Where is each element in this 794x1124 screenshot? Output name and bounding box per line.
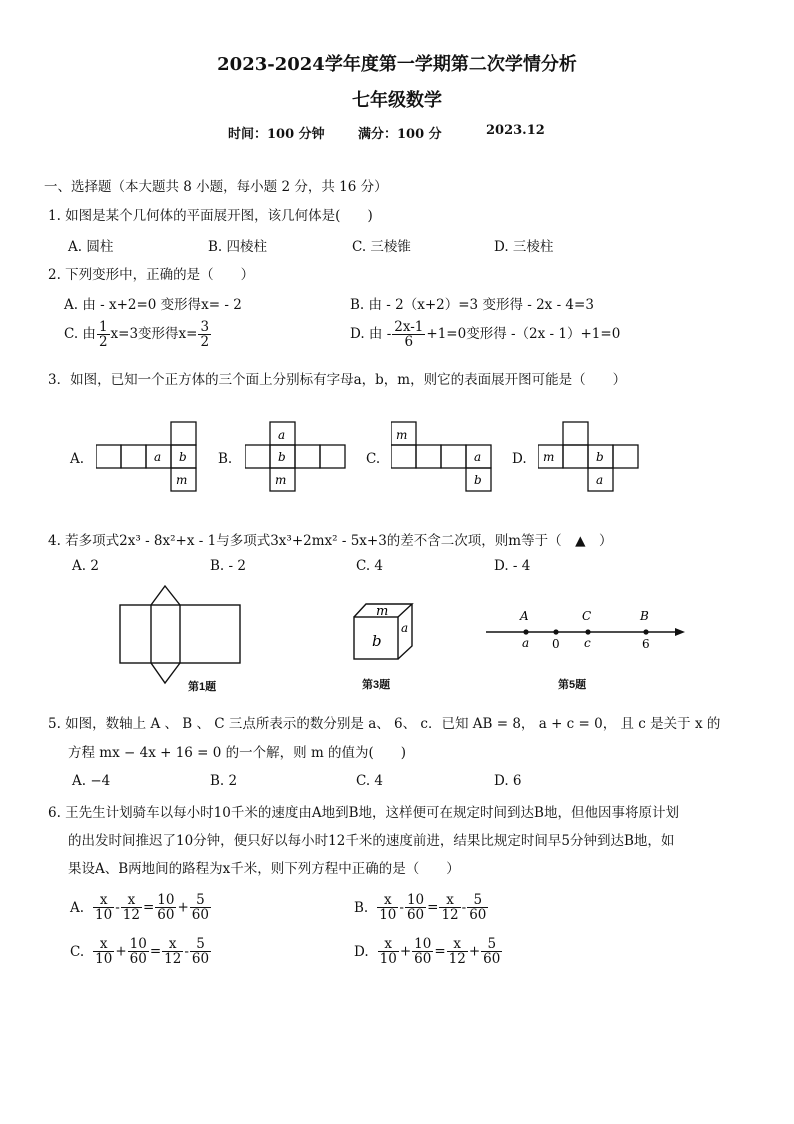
exam-date: 2023.12 [486,123,545,138]
figure-5-caption: 第5题 [558,679,587,691]
q4-stem: 4. 若多项式2x³ - 8x²+x - 1与多项式3x³+2mx² - 5x+3的差不含二次项，则m等于（ ▲ ） [48,533,613,549]
denominator: 10 [95,951,113,968]
q4-option-d: D. - 4 [494,558,531,574]
fraction [405,893,426,922]
operator: = [149,943,162,960]
net-letter: m [176,473,188,487]
q4-option-a: A. 2 [72,558,99,574]
net-letter: b [474,473,482,487]
operator: + [468,943,481,960]
operator: - [399,899,404,916]
numerator: x [162,937,183,952]
q1-option-a: A. 圆柱 [68,239,114,255]
numerator: 5 [467,893,488,908]
nl-top-label: A [520,609,529,623]
numerator: 10 [406,892,425,908]
numerator: 5 [190,893,211,908]
numerator: x [447,937,468,952]
fraction [93,893,114,922]
q3-option-d-label: D. [512,451,527,467]
operator: - [115,899,120,916]
point-zero [553,629,558,634]
denominator: 10 [95,907,113,924]
q2-d-suffix: +1=0变形得 -（2x - 1）+1=0 [426,326,621,343]
fraction [190,893,211,922]
net-letter: m [543,450,555,464]
q6-option-label: C. [70,943,85,960]
q6-option-b [354,893,489,922]
denominator: 10 [379,951,397,968]
nl-bottom-label: 6 [642,637,650,651]
cube-label-front: b [372,632,382,650]
fraction [377,893,398,922]
point-c [585,629,590,634]
figure-3-cube [350,600,420,662]
figure-3-caption: 第3题 [362,679,391,691]
exam-score: 满分：100 分 [358,127,442,142]
fraction [128,937,149,966]
nl-bottom-label: a [522,636,530,650]
q6-option-label: D. [354,943,369,960]
fraction [162,937,183,966]
q2-option-d [350,320,620,349]
q4-option-c: C. 4 [356,558,384,574]
q6-line-3: 果设A、B两地间的路程为x千米，则下列方程中正确的是（ ） [68,861,460,877]
q3-option-a-label: A. [70,451,85,467]
denominator: 60 [483,951,501,968]
q3-stem: 3．如图，已知一个正方体的三个面上分别标有字母a，b，m，则它的表面展开图可能是（ ） [48,372,627,388]
q1-option-c: C. 三棱锥 [352,239,411,255]
numerator: 10 [157,892,175,908]
net-letter: b [179,450,187,464]
net-letter: a [154,450,162,464]
q6-option-c [70,937,212,966]
denominator: 12 [164,951,182,968]
q6-line-1: 6. 王先生计划骑车以每小时10千米的速度由A地到B地，这样便可在规定时间到达B地，但他因事将原计划 [48,805,679,821]
point-a [523,629,528,634]
denominator: 60 [469,907,487,924]
q2-option-c [64,320,212,349]
net-letter: m [396,428,408,442]
operator: - [461,899,467,916]
cube-label-side: a [401,621,409,635]
nl-bottom-label: c [584,636,591,650]
q2-c-prefix: C. 由 [64,326,96,343]
net-letter: a [596,473,604,487]
numerator: x [121,893,142,908]
operator: + [399,943,412,960]
numerator: 5 [190,937,211,952]
q6-option-label: B. [354,899,369,916]
fraction [155,893,176,922]
figure-1-caption: 第1题 [188,681,217,693]
q6-option-a [70,893,212,922]
fraction [378,937,399,966]
net-letter: b [596,450,604,464]
numerator: 5 [481,937,502,952]
figure-5-number-line [480,600,690,662]
exam-subtitle: 七年级数学 [352,90,442,111]
q1-stem: 1. 如图是某个几何体的平面展开图，该几何体是( ) [48,208,373,224]
q2-stem: 2. 下列变形中，正确的是（ ） [48,267,255,283]
q2-option-b: B. 由 - 2（x+2）=3 变形得 - 2x - 4=3 [350,297,594,313]
q6-option-d [354,937,503,966]
numerator: x [378,937,399,952]
net-letter: b [278,450,286,464]
q3-net-b [245,420,349,494]
q4-option-b: B. - 2 [210,558,246,574]
denominator: 60 [414,951,432,968]
operator: = [434,943,446,960]
nl-top-label: B [640,609,649,623]
exam-time: 时间：100 分钟 [228,127,325,142]
fraction [93,937,114,966]
q1-option-b: B. 四棱柱 [208,239,268,255]
fraction [481,937,502,966]
denominator: 12 [441,907,459,924]
operator: + [177,899,189,916]
q2-c-middle: x=3变形得x= [110,326,198,343]
numerator: 10 [414,936,432,952]
figure-1-prism-net [118,584,244,686]
operator: = [142,899,155,916]
fraction: $\frac{1}{2}$ [98,319,108,351]
net-letter: m [275,473,287,487]
q3-option-c-label: C. [366,451,381,467]
exam-title: 2023-2024学年度第一学期第二次学情分析 [217,54,577,75]
net-letter: a [278,428,286,442]
fraction [439,893,460,922]
q3-net-d [538,420,642,494]
net-letter: a [474,450,482,464]
q3-option-b-label: B. [218,451,233,467]
q5-option-c: C. 4 [356,773,384,789]
cube-label-top: m [376,604,389,619]
operator: = [427,899,439,916]
q1-option-d: D. 三棱柱 [494,239,554,255]
fraction [467,893,488,922]
operator: + [115,943,127,960]
numerator: x [93,937,114,952]
q6-line-2: 的出发时间推迟了10分钟，便只好以每小时12千米的速度前进，结果比规定时间早5分钟到达B地，如 [68,833,675,849]
denominator: 60 [191,951,210,968]
q6-option-label: A. [70,899,85,916]
denominator: 60 [406,907,425,924]
q2-option-a: A. 由 - x+2=0 变形得x= - 2 [64,297,242,313]
denominator: 10 [379,907,397,924]
q5-line-2: 方程 mx − 4x + 16 = 0 的一个解，则 m 的值为( ) [68,745,407,761]
section-heading: 一、选择题（本大题共 8 小题，每小题 2 分，共 16 分） [44,179,388,195]
nl-top-label: C [582,609,592,623]
denominator: 12 [122,907,140,924]
nl-bottom-label: 0 [552,637,560,651]
fraction: $\frac{3}{2}$ [200,319,210,351]
denominator: 12 [448,951,466,968]
fraction [190,937,211,966]
fraction: $\frac{2x-1}{6}$ [394,319,424,351]
numerator: x [93,893,114,908]
fraction [412,937,433,966]
point-b [643,629,648,634]
denominator: 60 [157,907,175,924]
numerator: x [377,893,398,908]
denominator: 60 [129,951,147,968]
q5-option-a: A. −4 [72,773,111,789]
q2-d-prefix: D. 由 - [350,326,392,343]
fraction [121,893,142,922]
fraction [447,937,468,966]
numerator: x [439,893,460,908]
q3-net-c [391,420,495,494]
q5-option-d: D. 6 [494,773,522,789]
denominator: 60 [191,907,209,924]
operator: - [184,943,189,960]
q3-net-a [96,420,200,494]
q5-line-1: 5. 如图，数轴上 A 、 B 、 C 三点所表示的数分别是 a、 6、 c．已知 AB = 8， a + c = 0， 且 c 是关于 x 的 [48,716,721,732]
numerator: 10 [129,936,147,952]
q5-option-b: B. 2 [210,773,238,789]
